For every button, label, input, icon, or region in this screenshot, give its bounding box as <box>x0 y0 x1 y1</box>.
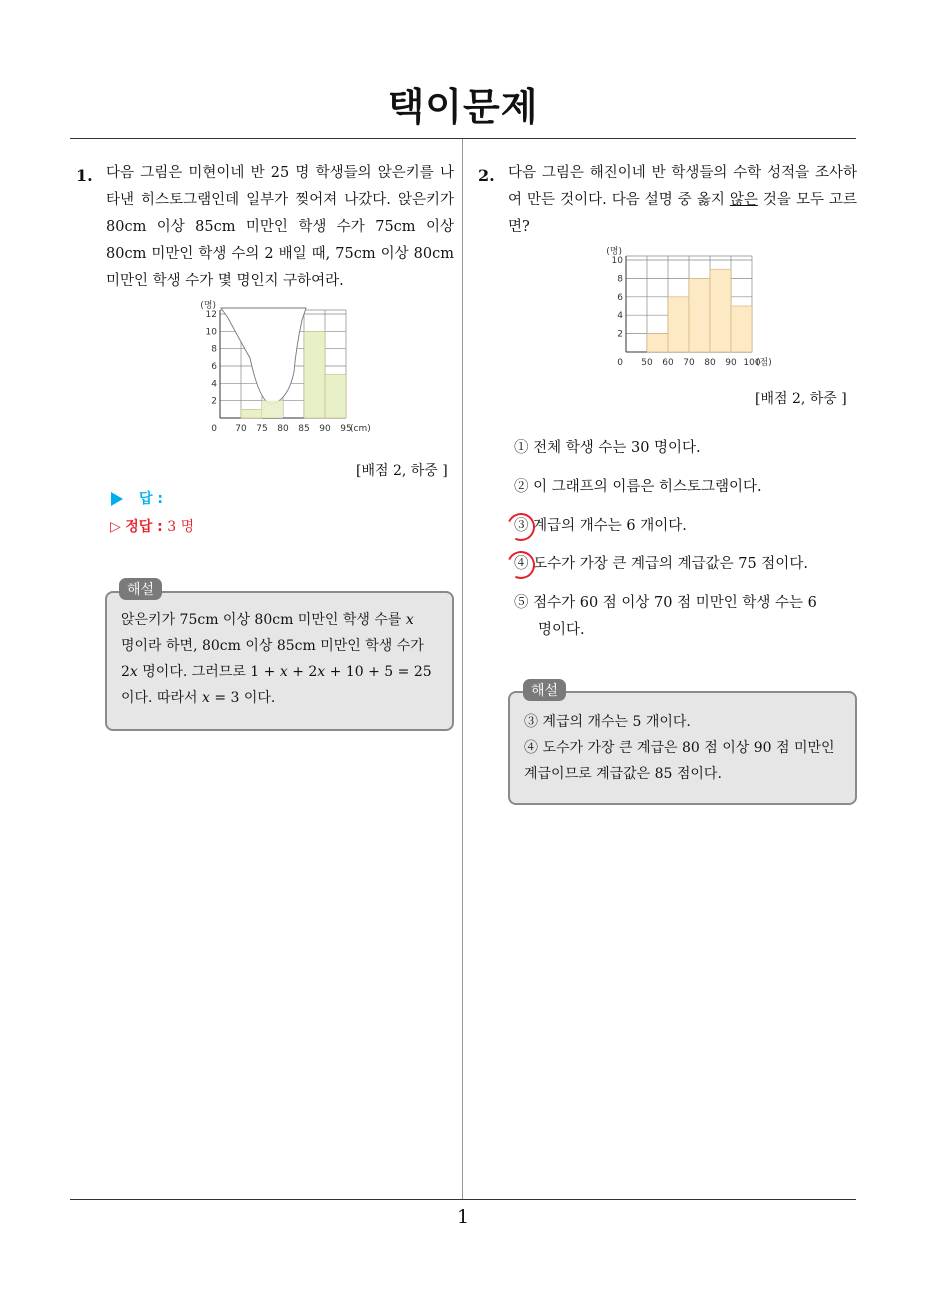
x-unit-label: (점) <box>756 358 772 368</box>
x-tick-label: 90 <box>319 424 331 434</box>
q1-explanation-box <box>105 591 454 731</box>
q2-choice-4[interactable]: ④ 도수가 가장 큰 계급의 계급값은 75 점이다. <box>514 556 808 572</box>
origin-label: 0 <box>617 358 623 368</box>
histogram-bar <box>262 401 283 418</box>
x-tick-label: 75 <box>256 424 268 434</box>
q1-points: [배점 2, 하중 ] <box>356 463 448 479</box>
y-tick-label: 8 <box>211 344 217 355</box>
histogram-bar <box>689 278 710 352</box>
q2-text <box>508 160 857 241</box>
q2-points: [배점 2, 하중 ] <box>755 391 847 407</box>
q1-explanation-line: 앉은키가 75cm 이상 80cm 미만인 학생 수를 x <box>121 612 414 628</box>
q2-choice-5-cont: 명이다. <box>538 622 585 638</box>
header-rule <box>70 138 856 139</box>
x-tick-label: 90 <box>725 358 737 368</box>
q2-choice-5[interactable]: ⑤ 점수가 60 점 이상 70 점 미만인 학생 수는 6 <box>514 595 817 611</box>
page-title: 택이문제 <box>387 85 539 129</box>
q2-explanation-tag: 해설 <box>523 679 566 701</box>
q1-explanation-line: 2x 명이다. 그러므로 1 + x + 2x + 10 + 5 = 25 <box>121 664 432 680</box>
q2-number: 2. <box>478 166 495 185</box>
q2-explanation-line: ③ 계급의 개수는 5 개이다. <box>524 714 691 730</box>
x-tick-label: 70 <box>683 358 695 368</box>
y-tick-label: 6 <box>211 362 217 372</box>
histogram-bar <box>325 375 346 418</box>
histogram-bar <box>241 409 262 418</box>
y-tick-label: 8 <box>617 274 623 285</box>
q2-explanation-line: 계급이므로 계급값은 85 점이다. <box>524 766 722 782</box>
x-tick-label: 100 <box>743 358 761 368</box>
histogram-bar <box>668 297 689 352</box>
q1-explanation-tag: 해설 <box>119 578 162 600</box>
q2-text-before: 다음 그림은 해진이네 반 학생들의 수학 성적을 조사하여 만든 것이다. 다음 설명 중 옳지 <box>508 165 857 208</box>
y-tick-label: 2 <box>211 396 217 407</box>
q1-answer-row <box>111 488 163 508</box>
q1-explanation-line: 명이라 하면, 80cm 이상 85cm 미만인 학생 수가 <box>121 638 424 654</box>
y-tick-label: 6 <box>617 292 623 303</box>
x-tick-label: 95 <box>340 424 352 434</box>
q2-choice-2[interactable]: ② 이 그래프의 이름은 히스토그램이다. <box>514 479 762 495</box>
histogram-bar <box>304 331 325 418</box>
histogram-bar <box>731 306 752 352</box>
torn-area <box>221 308 306 404</box>
y-tick-label: 10 <box>611 256 623 266</box>
histogram-bar <box>647 334 668 352</box>
q1-correct-label: 정답 : <box>125 519 163 535</box>
y-unit-label: (명) <box>200 301 216 311</box>
q1-answer-label: 답 : <box>139 491 163 507</box>
y-tick-label: 2 <box>617 329 623 340</box>
q2-choice-1[interactable]: ① 전체 학생 수는 30 명이다. <box>514 440 701 456</box>
q1-correct-answer <box>110 516 194 536</box>
y-tick-label: 4 <box>617 311 623 322</box>
y-tick-label: 12 <box>205 310 217 320</box>
x-tick-label: 85 <box>298 424 310 434</box>
x-tick-label: 70 <box>235 424 247 434</box>
play-icon <box>111 492 123 506</box>
q2-choice-3[interactable]: ③ 계급의 개수는 6 개이다. <box>514 518 687 534</box>
origin-label: 0 <box>211 424 217 434</box>
q2-histogram <box>600 244 772 368</box>
page-number: 1 <box>456 1206 470 1228</box>
y-unit-label: (명) <box>606 247 622 257</box>
footer-rule <box>70 1199 856 1200</box>
q1-number: 1. <box>76 166 93 185</box>
q1-explanation-line: 이다. 따라서 x = 3 이다. <box>121 690 276 706</box>
q2-explanation-box <box>508 691 857 805</box>
q2-text-after: 것을 모두 고르면? <box>508 192 858 235</box>
q2-explanation-line: ④ 도수가 가장 큰 계급은 80 점 이상 90 점 미만인 <box>524 740 835 756</box>
y-tick-label: 4 <box>211 379 217 390</box>
triangle-outline-icon: ▷ <box>110 519 121 535</box>
q1-correct-value: 3 <box>167 519 177 535</box>
x-tick-label: 80 <box>277 424 289 434</box>
histogram-bar <box>710 269 731 352</box>
column-divider <box>462 139 463 1200</box>
q2-text-underlined: 않은 <box>729 192 758 208</box>
q1-histogram <box>196 296 371 438</box>
x-tick-label: 80 <box>704 358 716 368</box>
q1-text: 다음 그림은 미현이네 반 25 명 학생들의 앉은키를 나타낸 히스토그램인데 일부가 찢어져 나갔다. 앉은키가 80cm 이상 85cm 미만인 학생 수가 75cm 이상 80cm 미만인 학생 수의 2 배일 때, 75cm 이상 80cm 미만인 학생 수가 몇 명인지 구하여라. <box>106 165 454 289</box>
q1-correct-unit: 명 <box>180 519 195 535</box>
x-unit-label: (cm) <box>350 424 371 434</box>
x-tick-label: 50 <box>641 358 653 368</box>
x-tick-label: 60 <box>662 358 674 368</box>
y-tick-label: 10 <box>205 327 217 338</box>
